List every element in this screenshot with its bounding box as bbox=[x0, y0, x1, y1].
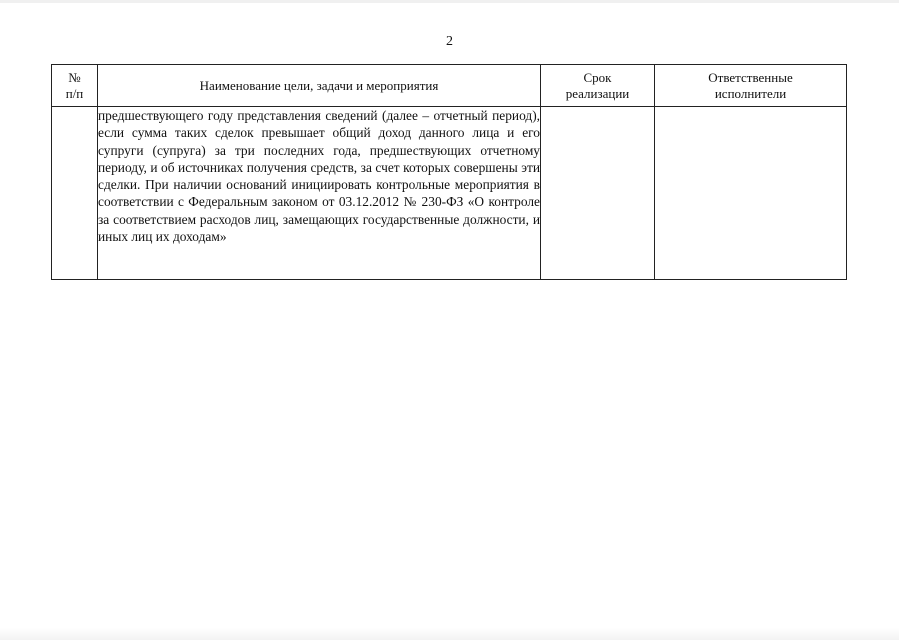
table-header-row bbox=[52, 65, 847, 107]
header-term bbox=[541, 65, 655, 107]
cell-measure-text: предшествующего году представления сведений (далее – отчетный период), если сумма таких сделок превышает общий доход данного лица и его супруги (супруга) за три последних года, предшествующих отчетному периоду, и об источниках получения средств, за счет которых совершены эти сделки. При наличии оснований инициировать контрольные мероприятия в соответствии с Федеральным законом от 03.12.2012 № 230-ФЗ «О контроле за соответствием расходов лиц, замещающих государственные должности, и иных лиц их доходам» bbox=[98, 107, 541, 280]
header-number-line-2: п/п bbox=[65, 85, 84, 101]
header-number bbox=[52, 65, 98, 107]
header-responsible-line-1: Ответственные bbox=[708, 69, 793, 85]
cell-term bbox=[541, 107, 655, 280]
table-row bbox=[52, 107, 847, 280]
page-number: 2 bbox=[446, 34, 453, 49]
header-term-line-2: реализации bbox=[565, 85, 630, 101]
header-responsible-line-2: исполнители bbox=[714, 85, 787, 101]
header-number-line-1: № bbox=[68, 69, 81, 85]
header-name: Наименование цели, задачи и мероприятия bbox=[98, 65, 541, 107]
cell-number bbox=[52, 107, 98, 280]
scan-bottom-edge bbox=[0, 628, 899, 640]
header-responsible bbox=[655, 65, 847, 107]
measures-table bbox=[51, 64, 847, 280]
header-term-line-1: Срок bbox=[583, 69, 612, 85]
scan-top-edge bbox=[0, 0, 899, 3]
cell-responsible bbox=[655, 107, 847, 280]
